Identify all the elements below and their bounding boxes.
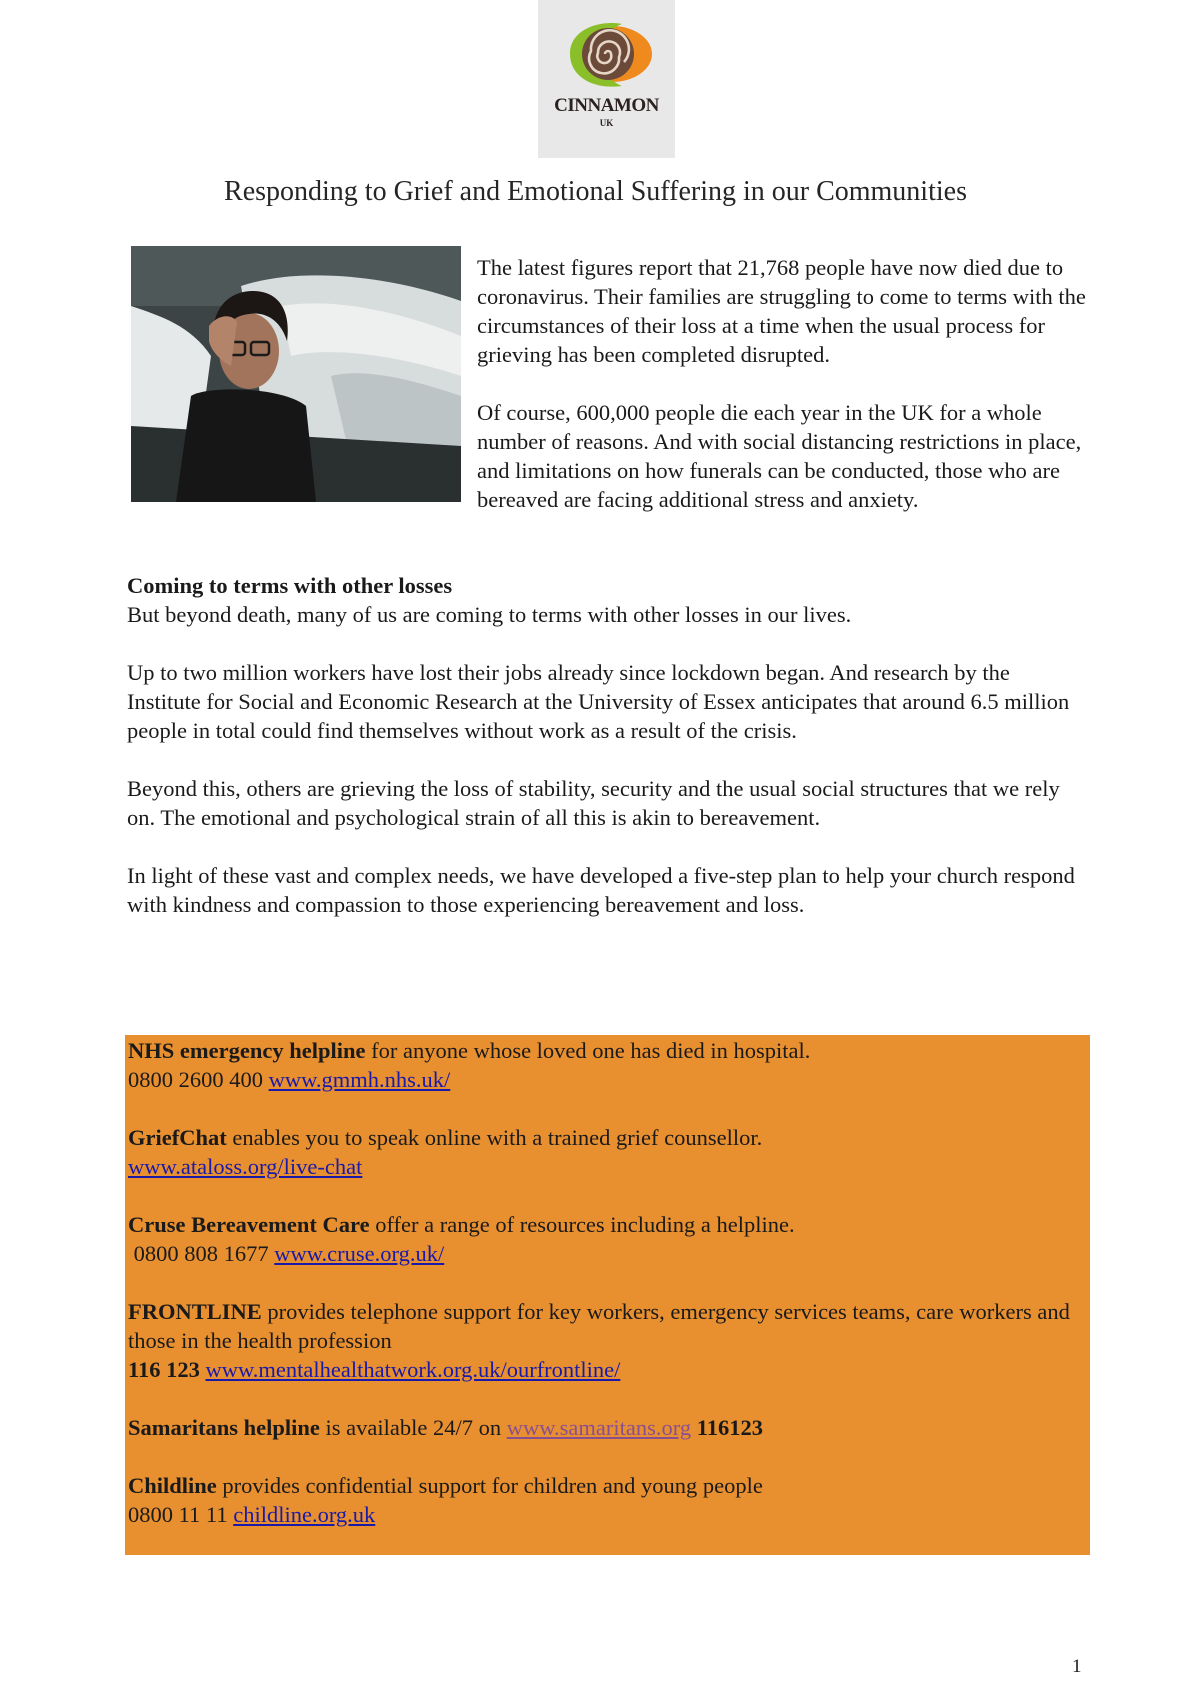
frontline-link[interactable]: www.mentalhealthatwork.org.uk/ourfrontline/ (205, 1357, 621, 1382)
helpline-name: NHS emergency helpline (128, 1038, 366, 1063)
helpline-desc: provides telephone support for key workers, emergency services teams, care workers and those in the health profession (128, 1299, 1070, 1353)
helpline-phone: 116123 (691, 1415, 763, 1440)
helpline-samaritans (128, 1413, 1078, 1442)
page-title: Responding to Grief and Emotional Suffering in our Communities (224, 176, 967, 207)
cinnamon-spiral-icon (552, 14, 662, 94)
samaritans-link[interactable]: www.samaritans.org (506, 1415, 692, 1440)
helpline-desc: enables you to speak online with a trained grief counsellor. (226, 1125, 763, 1150)
losses-section (127, 571, 1087, 948)
helpline-box (125, 1035, 1090, 1555)
body-paragraph: Beyond this, others are grieving the loss of stability, security and the usual social structures that we rely on. The emotional and psychological strain of all this is akin to bereavement. (127, 776, 1060, 830)
intro-paragraph: Of course, 600,000 people die each year in the UK for a whole number of reasons. And with social distancing restrictions in place, and limitations on how funerals can be conducted, those who are bereaved are facing additional stress and anxiety. (477, 400, 1082, 512)
helpline-desc: offer a range of resources including a helpline. (369, 1212, 795, 1237)
intro-paragraph: The latest figures report that 21,768 people have now died due to coronavirus. Their families are struggling to come to terms with the circumstances of their loss at a time when the usual process for grieving has been completed disrupted. (477, 255, 1086, 367)
body-paragraph: Up to two million workers have lost their jobs already since lockdown began. And research by the Institute for Social and Economic Research at the University of Essex anticipates that around 6.5 million people in total could find themselves without work as a result of the crisis. (127, 660, 1070, 743)
logo-subtitle: UK (599, 118, 614, 128)
childline-link[interactable]: childline.org.uk (233, 1502, 376, 1527)
helpline-phone: 0800 808 1677 (128, 1241, 275, 1266)
griefchat-link[interactable]: www.ataloss.org/live-chat (128, 1154, 363, 1179)
helpline-name: Cruse Bereavement Care (128, 1212, 370, 1237)
losses-intro (127, 571, 1087, 629)
body-paragraph: In light of these vast and complex needs, we have developed a five-step plan to help your church respond with kindness and compassion to those experiencing bereavement and loss. (127, 863, 1075, 917)
page-number: 1 (1072, 1656, 1082, 1677)
helpline-name: FRONTLINE (128, 1299, 262, 1324)
intro-text (127, 253, 1087, 543)
photo-spacer (127, 253, 477, 503)
helpline-phone: 0800 11 11 (128, 1502, 234, 1527)
logo-name: CINNAMON (554, 95, 659, 116)
helpline-phone: 116 123 (128, 1357, 200, 1382)
helpline-name: Childline (128, 1473, 217, 1498)
helpline-phone: 0800 2600 400 (128, 1067, 269, 1092)
helpline-childline (128, 1471, 1078, 1529)
helpline-griefchat (128, 1123, 1078, 1181)
cinnamon-logo (538, 0, 675, 158)
helpline-desc: provides confidential support for children and young people (216, 1473, 763, 1498)
cruse-link[interactable]: www.cruse.org.uk/ (274, 1241, 445, 1266)
helpline-cruse (128, 1210, 1078, 1268)
section-heading: Coming to terms with other losses (127, 573, 453, 598)
helpline-desc: is available 24/7 on (319, 1415, 507, 1440)
nhs-link[interactable]: www.gmmh.nhs.uk/ (268, 1067, 451, 1092)
helpline-nhs (128, 1036, 1078, 1094)
section-lead: But beyond death, many of us are coming to terms with other losses in our lives. (127, 602, 852, 627)
helpline-frontline (128, 1297, 1078, 1384)
helpline-desc: for anyone whose loved one has died in hospital. (365, 1038, 811, 1063)
helpline-name: Samaritans helpline (128, 1415, 320, 1440)
helpline-name: GriefChat (128, 1125, 227, 1150)
